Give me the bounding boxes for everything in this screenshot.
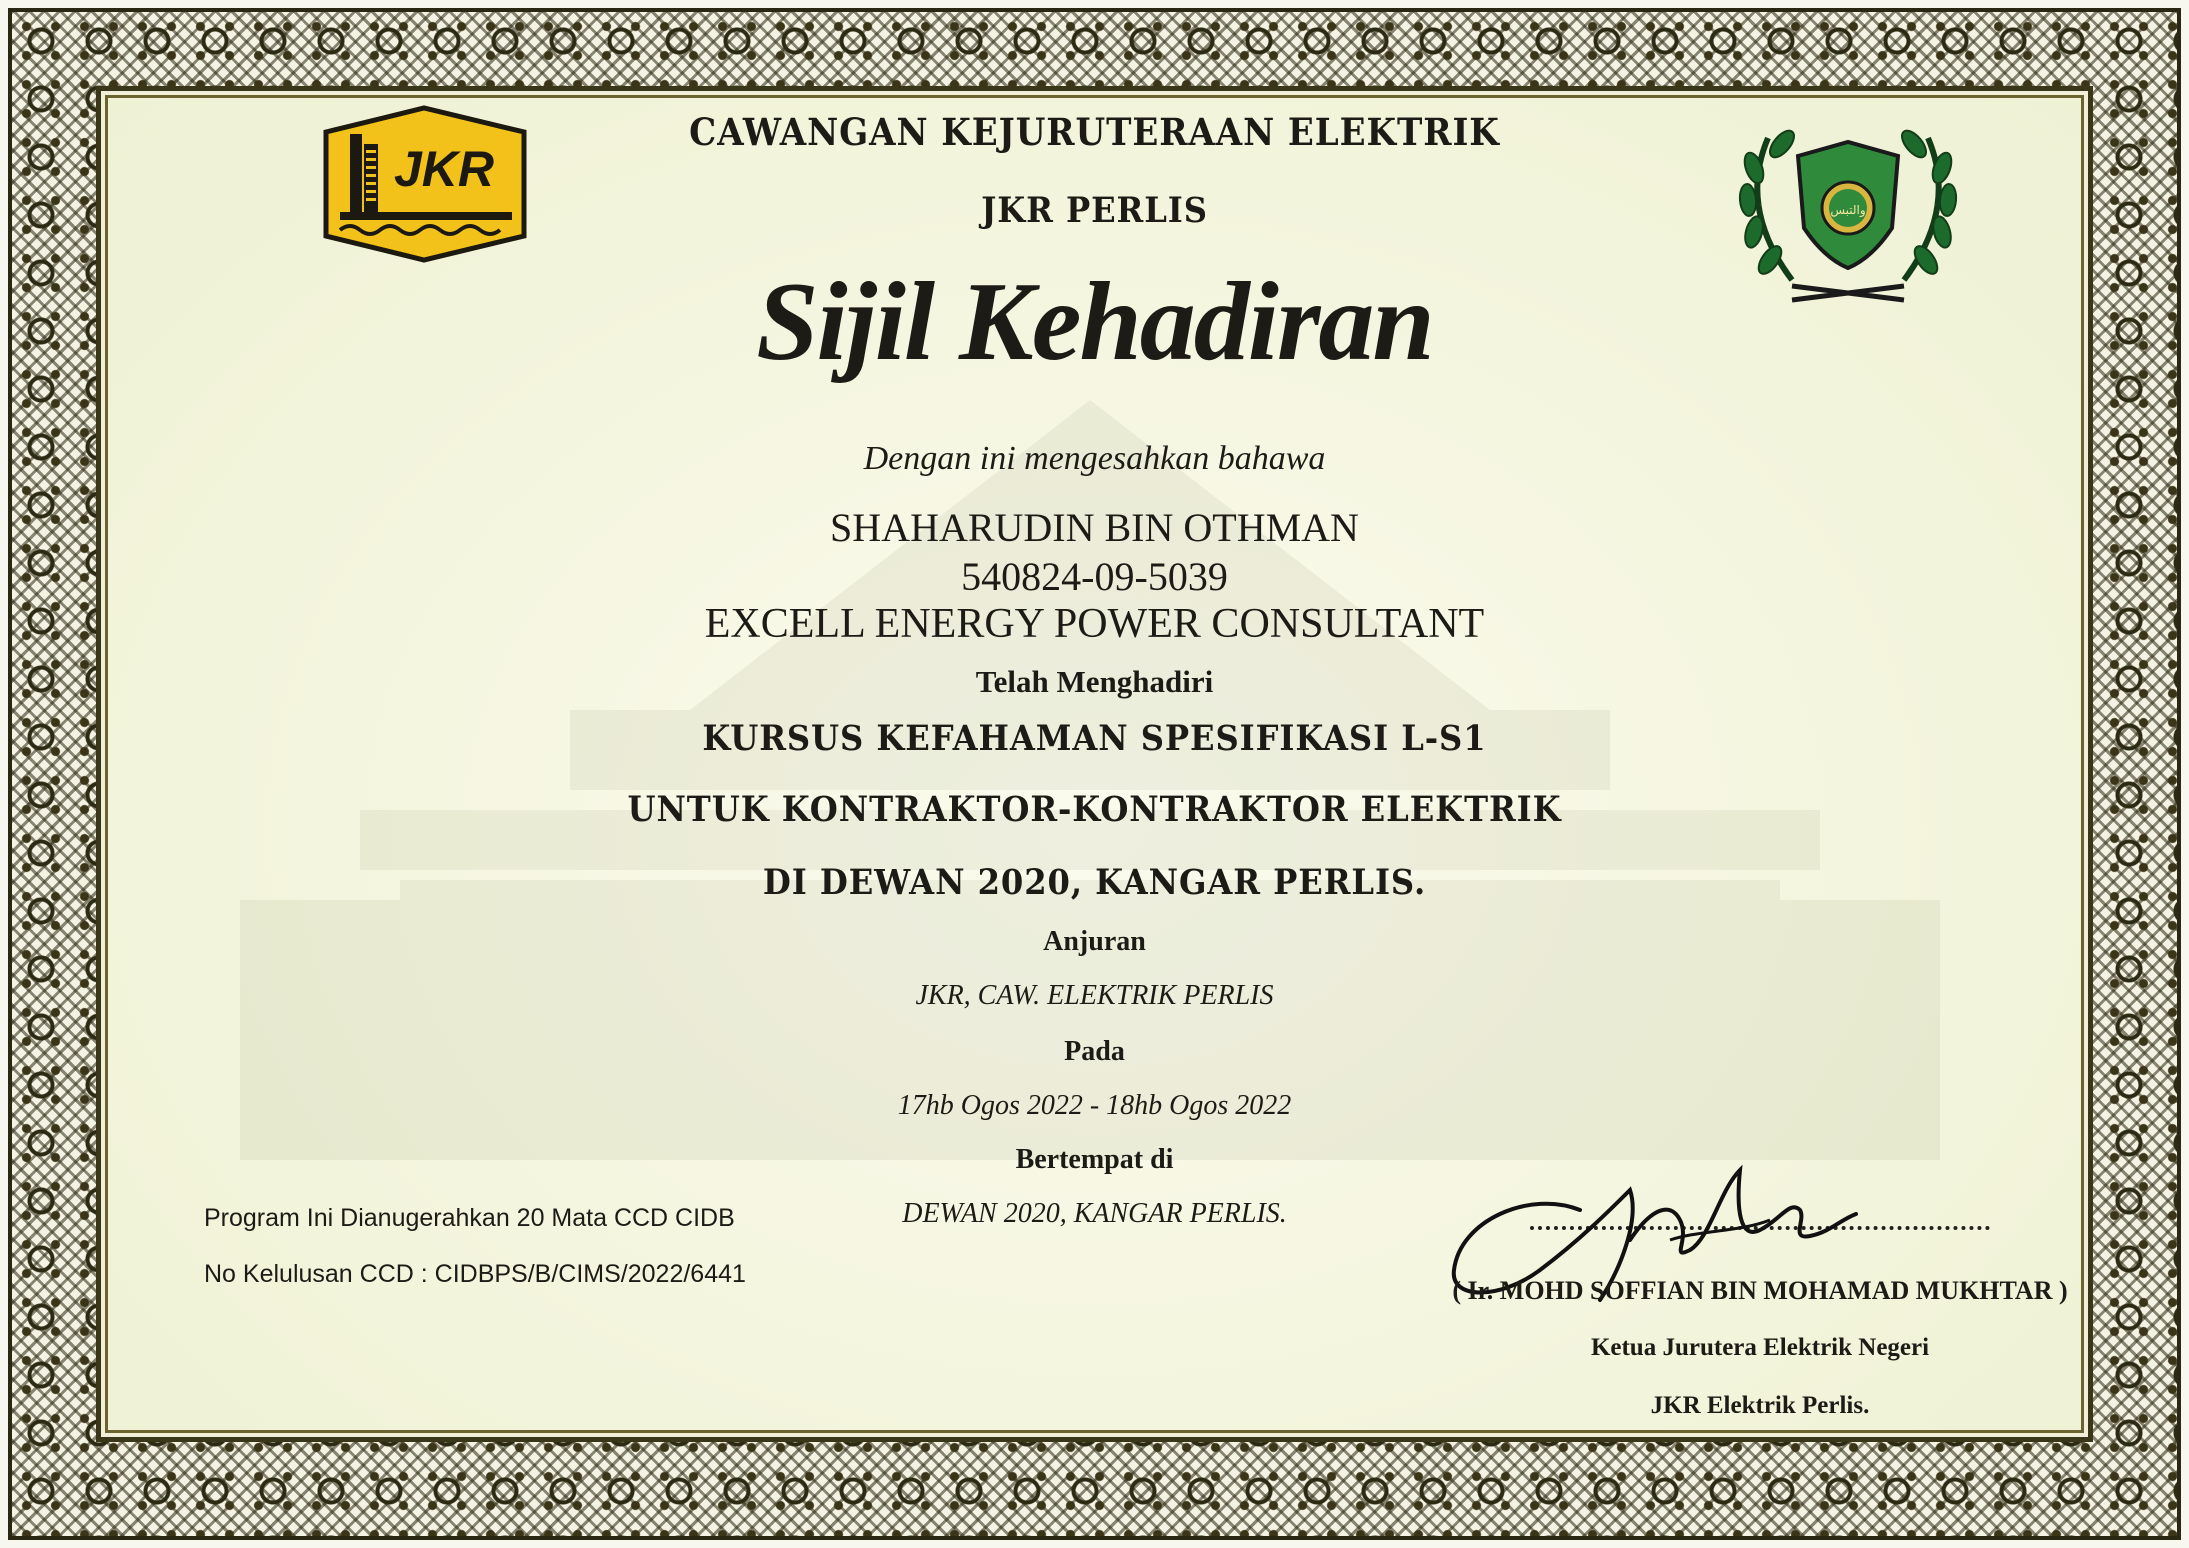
recipient-name: SHAHARUDIN BIN OTHMAN — [830, 505, 1359, 550]
attended-label: Telah Menghadiri — [975, 664, 1214, 699]
venue: DEWAN 2020, KANGAR PERLIS. — [902, 1198, 1287, 1229]
course-line-3: DI DEWAN 2020, KANGAR PERLIS. — [762, 862, 1427, 903]
course-line-1: KURSUS KEFAHAMAN SPESIFIKASI L-S1 — [702, 718, 1487, 759]
course-line-2: UNTUK KONTRAKTOR-KONTRAKTOR ELEKTRIK — [627, 789, 1562, 830]
recipient-id: 540824-09-5039 — [961, 554, 1228, 599]
crest-script: والتبس — [1830, 203, 1866, 217]
signatory-position: Ketua Jurutera Elektrik Negeri — [1590, 1334, 1930, 1361]
org-line-1: CAWANGAN KEJURUTERAAN ELEKTRIK — [689, 110, 1500, 154]
ccd-approval-no: No Kelulusan CCD : CIDBPS/B/CIMS/2022/6441 — [204, 1260, 746, 1288]
intro-text: Dengan ini mengesahkan bahawa — [863, 440, 1326, 477]
jkr-logo-text: JKR — [394, 141, 495, 197]
org-line-2: JKR PERLIS — [981, 190, 1208, 231]
organiser-label: Anjuran — [1043, 926, 1146, 957]
company-name: EXCELL ENERGY POWER CONSULTANT — [704, 601, 1485, 647]
event-dates: 17hb Ogos 2022 - 18hb Ogos 2022 — [897, 1090, 1292, 1121]
signatory-office: JKR Elektrik Perlis. — [1650, 1392, 1870, 1419]
date-label: Pada — [1064, 1036, 1125, 1067]
signatory-name: ( Ir. MOHD SOFFIAN BIN MOHAMAD MUKHTAR ) — [1452, 1276, 2068, 1305]
ccd-points: Program Ini Dianugerahkan 20 Mata CCD CIDB — [204, 1204, 735, 1232]
venue-label: Bertempat di — [1015, 1144, 1174, 1175]
certificate-title: Sijil Kehadiran — [756, 260, 1433, 384]
organiser: JKR, CAW. ELEKTRIK PERLIS — [915, 980, 1274, 1011]
